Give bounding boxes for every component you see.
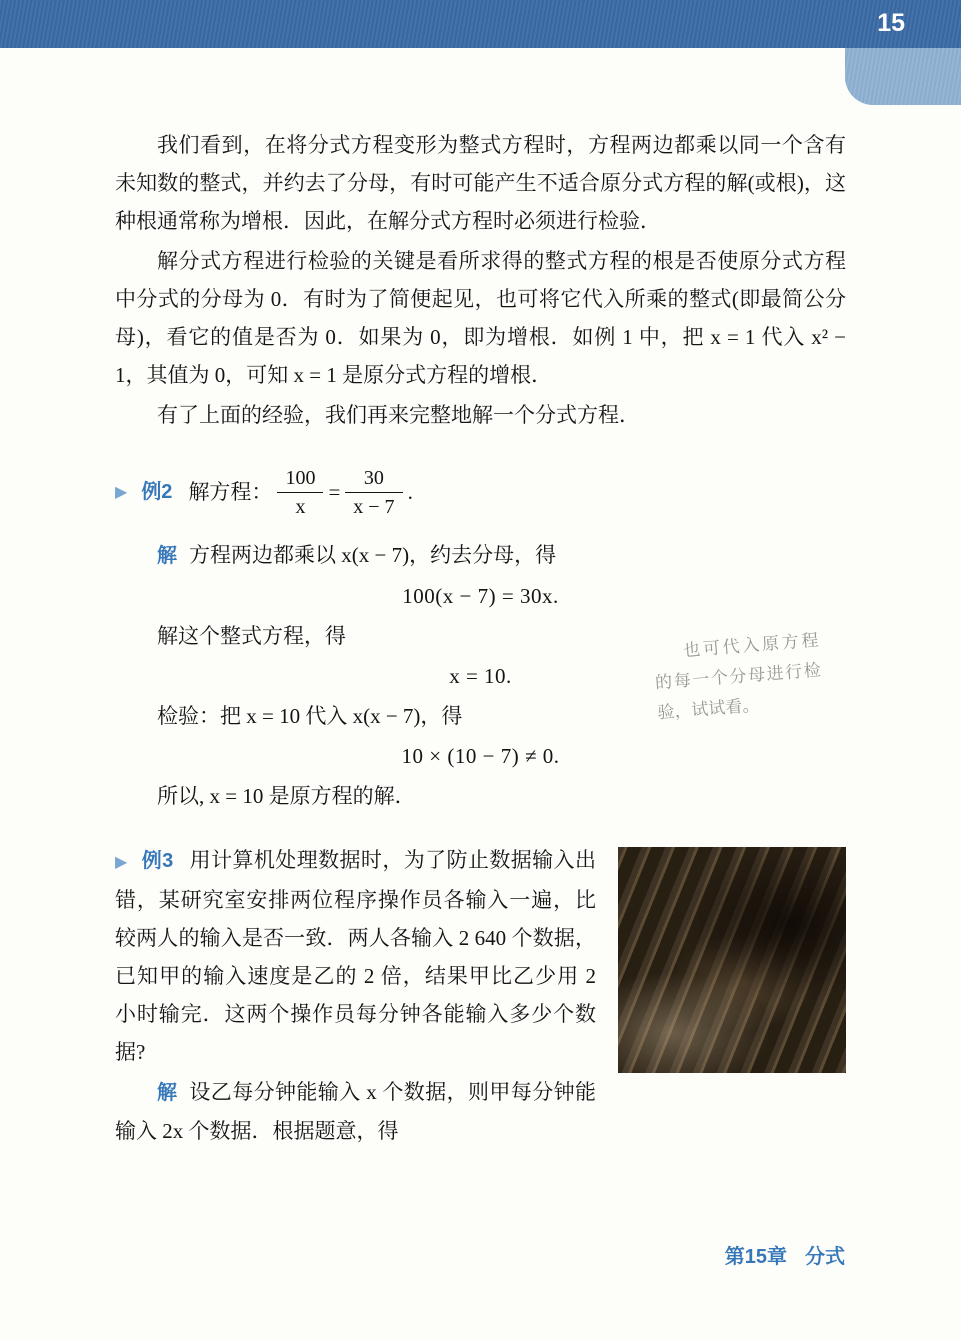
page-content — [115, 126, 846, 1150]
fraction-left-numerator: 100 — [277, 464, 323, 493]
margin-note: 也可代入原方程的每一个分母进行检验，试试看。 — [654, 630, 822, 723]
example-3-solution — [115, 1073, 846, 1150]
example-3 — [115, 841, 846, 1150]
top-corner-tab — [845, 48, 961, 105]
equation-period: . — [407, 480, 413, 504]
example-2-conclusion: 所以, x = 10 是原方程的解． — [157, 784, 416, 808]
page-footer — [725, 1240, 845, 1269]
intro-paragraph-2: 解分式方程进行检验的关键是看所求得的整式方程的根是否使原分式方程中分式的分母为 0．有时为了简便起见，也可将它代入所乘的整式(即最简公分母)，看它的值是否为 0．如果为 0，即为增根．如例 1 中，把 x = 1 代入 x² − 1，其值为 0，可知 x = 1 是原分式方程的增根． — [115, 249, 846, 387]
fraction-right — [345, 464, 402, 521]
footer-title: 分式 — [805, 1246, 845, 1268]
fraction-right-denominator: x − 7 — [353, 495, 395, 518]
solution-label: 解 — [157, 1082, 178, 1104]
example-2-label: 例2 — [141, 481, 173, 503]
example-3-solution-text: 设乙每分钟能输入 x 个数据，则甲每分钟能输入 2x 个数据．根据题意，得 — [115, 1080, 597, 1143]
top-banner — [0, 0, 961, 48]
fraction-left — [277, 464, 323, 521]
triangle-bullet-icon: ▶ — [115, 852, 128, 871]
example-2-equation-1: 100(x − 7) = 30x. — [402, 584, 559, 608]
example-2-lead: 解方程： — [188, 480, 273, 504]
example-2-equation-2: x = 10. — [449, 664, 512, 688]
footer-chapter: 第15章 — [724, 1246, 787, 1268]
triangle-bullet-icon: ▶ — [115, 482, 128, 501]
example-2-step-2: 解这个整式方程，得 — [157, 624, 346, 648]
example-2-step-1 — [115, 536, 846, 575]
example-2-equation-3: 10 × (10 − 7) ≠ 0. — [401, 744, 560, 768]
equals-sign: = — [328, 480, 341, 504]
step-1-text: 方程两边都乘以 x(x − 7)，约去分母，得 — [189, 543, 557, 567]
solution-label: 解 — [157, 545, 177, 567]
example-2 — [115, 460, 846, 815]
fraction-right-numerator: 30 — [345, 464, 402, 493]
example-2-heading — [115, 460, 846, 524]
example-3-label: 例3 — [141, 850, 174, 872]
page-number: 15 — [877, 9, 905, 37]
keyboard-photo — [618, 847, 846, 1073]
intro-paragraph-3: 有了上面的经验，我们再来完整地解一个分式方程． — [157, 403, 640, 427]
intro-paragraph-1: 我们看到，在将分式方程变形为整式方程时，方程两边都乘以同一个含有未知数的整式，并约去了分母，有时可能产生不适合原分式方程的解(或根)，这种根通常称为增根．因此，在解分式方程时必须进行检验． — [115, 133, 846, 233]
example-3-problem-text: 用计算机处理数据时，为了防止数据输入出错，某研究室安排两位程序操作员各输入一遍，比较两人的输入是否一致．两人各输入 2 640 个数据，已知甲的输入速度是乙的 2 倍，结果甲比乙少用 2 小时输完．这两个操作员每分钟各能输入多少个数据? — [115, 848, 596, 1064]
fraction-left-denominator: x — [295, 495, 306, 518]
example-2-step-3: 检验：把 x = 10 代入 x(x − 7)，得 — [157, 704, 463, 728]
